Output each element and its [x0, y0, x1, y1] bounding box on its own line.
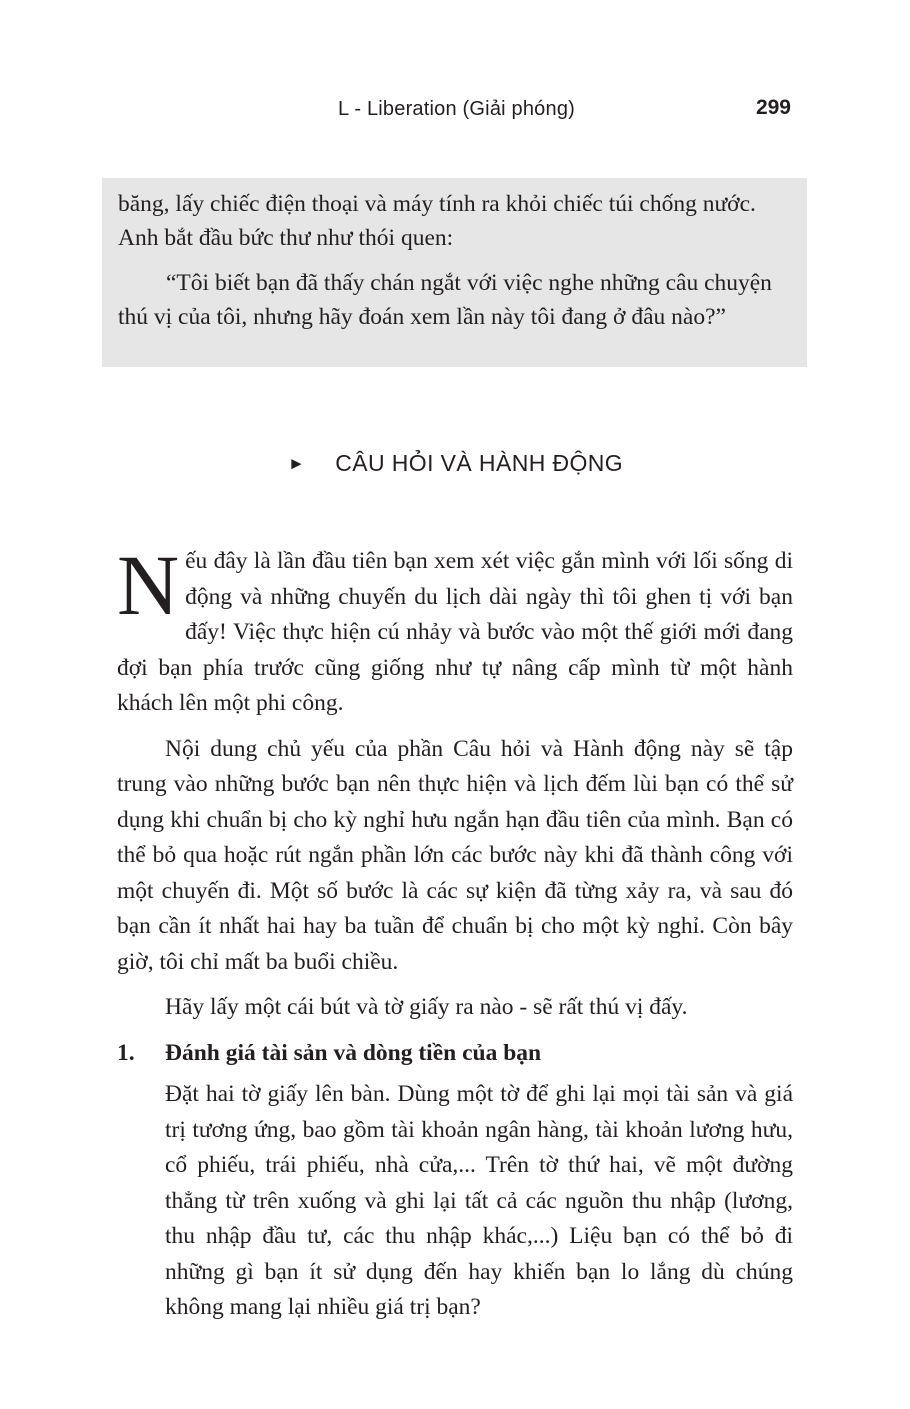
list-item-heading [117, 1036, 793, 1072]
drop-cap-letter: N [117, 537, 180, 633]
section-title: CÂU HỎI VÀ HÀNH ĐỘNG [335, 450, 624, 476]
shaded-excerpt-box [102, 178, 807, 367]
running-title: L - Liberation (Giải phóng) [338, 98, 576, 120]
opening-paragraph [117, 537, 793, 722]
list-item-number: 1. [117, 1039, 135, 1066]
paragraph-3: Hãy lấy một cái bút và tờ giấy ra nào - sẽ rất thú vị đấy. [165, 994, 688, 1020]
excerpt-paragraph-1: băng, lấy chiếc điện thoại và máy tính ra khỏi chiếc túi chống nước. Anh bắt đầu bức thư như thói quen: [118, 191, 756, 251]
body-text [117, 537, 793, 1326]
list-item-title: Đánh giá tài sản và dòng tiền của bạn [165, 1039, 542, 1066]
excerpt-paragraph-2: “Tôi biết bạn đã thấy chán ngắt với việc nghe những câu chuyện thú vị của tôi, nhưng hãy đoán xem lần này tôi đang ở đâu nào?” [118, 270, 772, 330]
triangle-bullet-icon: ► [288, 453, 306, 473]
paragraph-2: Nội dung chủ yếu của phần Câu hỏi và Hành động này sẽ tập trung vào những bước bạn nên thực hiện và lịch đếm lùi bạn có thể sử dụng khi chuẩn bị cho kỳ nghỉ hưu ngắn hạn đầu tiên của mình. Bạn có thể bỏ qua hoặc rút ngắn phần lớn các bước này khi đã thành công với một chuyến đi. Một số bước là các sự kiện đã từng xảy ra, và sau đó bạn cần ít nhất hai hay ba tuần để chuẩn bị cho một kỳ nghỉ. Còn bây giờ, tôi chỉ mất ba buổi chiều. [117, 735, 793, 975]
page-number: 299 [755, 96, 791, 119]
running-header [0, 94, 910, 128]
list-item [117, 1036, 793, 1326]
opening-paragraph-text: ếu đây là lần đầu tiên bạn xem xét việc gắn mình với lối sống di động và những chuyến du lịch dài ngày thì tôi ghen tị với bạn đấy! Việc thực hiện cú nhảy và bước vào một thế giới mới đang đợi bạn phía trước cũng giống như tự nâng cấp mình từ một hành khách lên một phi công. [117, 548, 793, 716]
list-item-text: Đặt hai tờ giấy lên bàn. Dùng một tờ để ghi lại mọi tài sản và giá trị tương ứng, bao gồm tài khoản ngân hàng, tài khoản lương hưu, cổ phiếu, trái phiếu, nhà cửa,... Trên tờ thứ hai, vẽ một đường thẳng từ trên xuống và ghi lại tất cả các nguồn thu nhập (lương, thu nhập đầu tư, các thu nhập khác,...) Liệu bạn có thể bỏ đi những gì bạn ít sử dụng đến hay khiến bạn lo lắng dù chúng không mang lại nhiều giá trị bạn? [165, 1081, 793, 1320]
section-heading [288, 450, 623, 477]
